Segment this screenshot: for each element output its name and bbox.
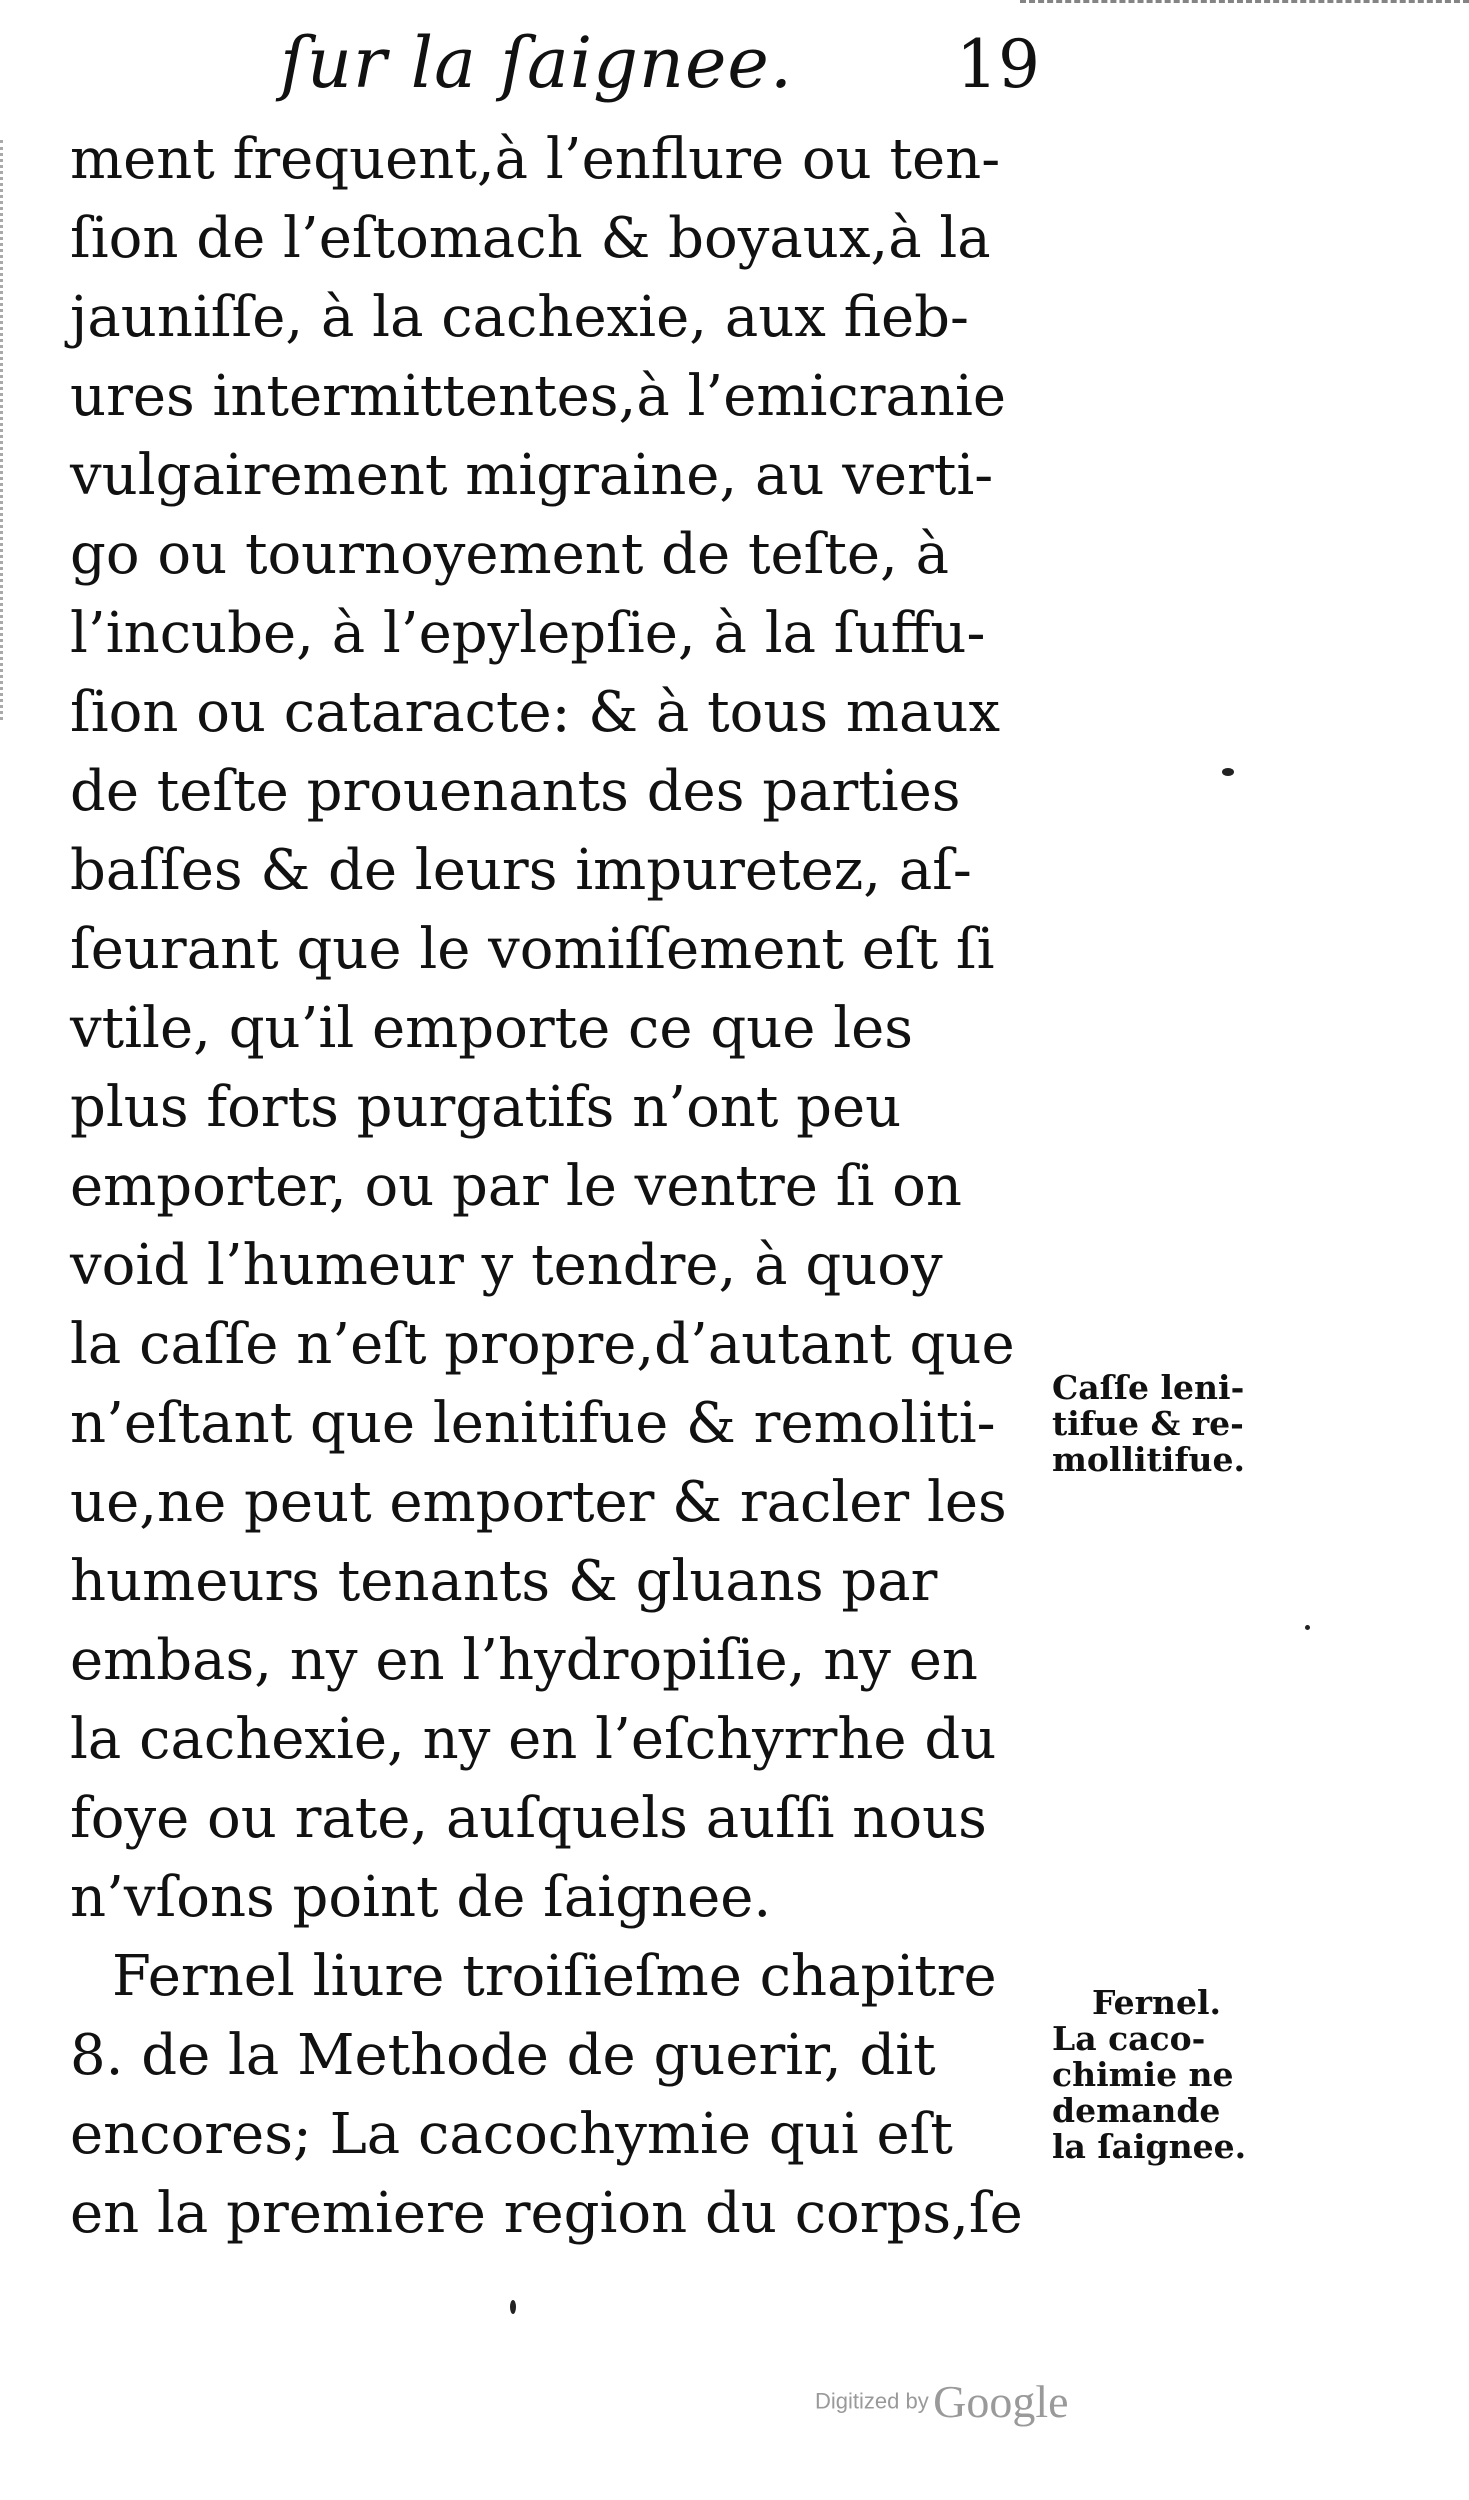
ink-speck [1222,768,1234,776]
margin-note-line: la ſaignee. [1052,2127,1247,2166]
text-line: ment frequent,à l’enflure ou ten- [70,127,1001,192]
text-line: vtile, qu’il emporte ce que les [70,996,914,1061]
text-line: n’vſons point de ſaignee. [70,1865,772,1930]
text-line: jauniſſe, à la cachexie, aux fieb- [70,285,969,350]
text-line: ue,ne peut emporter & racler les [70,1470,1007,1535]
margin-note-line: tifue & re- [1052,1404,1244,1443]
margin-note-line: La caco- [1052,2019,1206,2058]
ink-speck [510,2300,516,2314]
margin-note-casse [1052,1370,1292,1478]
text-line: encores; La cacochymie qui eſt [70,2102,953,2167]
digitized-watermark [815,2375,1069,2428]
text-line: ſeurant que le vomiſſement eſt ſi [70,917,995,982]
text-line: humeurs tenants & gluans par [70,1549,938,1614]
margin-note-line: Caſſe leni- [1052,1368,1245,1407]
ink-speck [1305,1625,1310,1630]
text-line: foye ou rate, auſquels auſſi nous [70,1786,987,1851]
page-number: 19 [956,26,1040,103]
text-line: baſſes & de leurs impuretez, aſ- [70,838,972,903]
text-line: vulgairement migraine, au verti- [70,443,994,508]
running-head: ſur la ſaignee. [280,22,794,104]
margin-note-line: chimie ne [1052,2055,1234,2094]
main-text-block [70,120,1040,2253]
paragraph-start-line: Fernel liure troiſieſme chapitre [112,1944,997,2009]
text-line: emporter, ou par le ventre ſi on [70,1154,962,1219]
margin-note-line: demande [1052,2091,1221,2130]
text-line: la cachexie, ny en l’eſchyrrhe du [70,1707,997,1772]
margin-note-line: mollitifue. [1052,1440,1245,1479]
page-header [250,22,1040,112]
margin-note-heading: Fernel. [1092,1983,1222,2022]
left-edge-marks [0,140,17,720]
margin-note-fernel [1052,1985,1292,2165]
text-line: void l’humeur y tendre, à quoy [70,1233,943,1298]
text-line: embas, ny en l’hydropiſie, ny en [70,1628,978,1693]
text-line: plus forts purgatifs n’ont peu [70,1075,902,1140]
text-line: en la premiere region du corps,ſe [70,2181,1023,2246]
text-line: n’eſtant que lenitifue & remoliti- [70,1391,996,1456]
watermark-prefix: Digitized by [815,2388,929,2414]
text-line: l’incube, à l’epylepſie, à la ſuffu- [70,601,986,666]
top-border-ornament [1020,0,1469,13]
text-line: go ou tournoyement de teſte, à [70,522,949,587]
text-line: ſion ou cataracte: & à tous maux [70,680,1001,745]
text-line: la caſſe n’eſt propre,d’autant que [70,1312,1015,1377]
text-line: 8. de la Methode de guerir, dit [70,2023,936,2088]
google-logo: Google [933,2376,1069,2427]
text-line: ures intermittentes,à l’emicranie [70,364,1007,429]
text-line: ſion de l’eſtomach & boyaux,à la [70,206,991,271]
text-line: de teſte prouenants des parties [70,759,961,824]
